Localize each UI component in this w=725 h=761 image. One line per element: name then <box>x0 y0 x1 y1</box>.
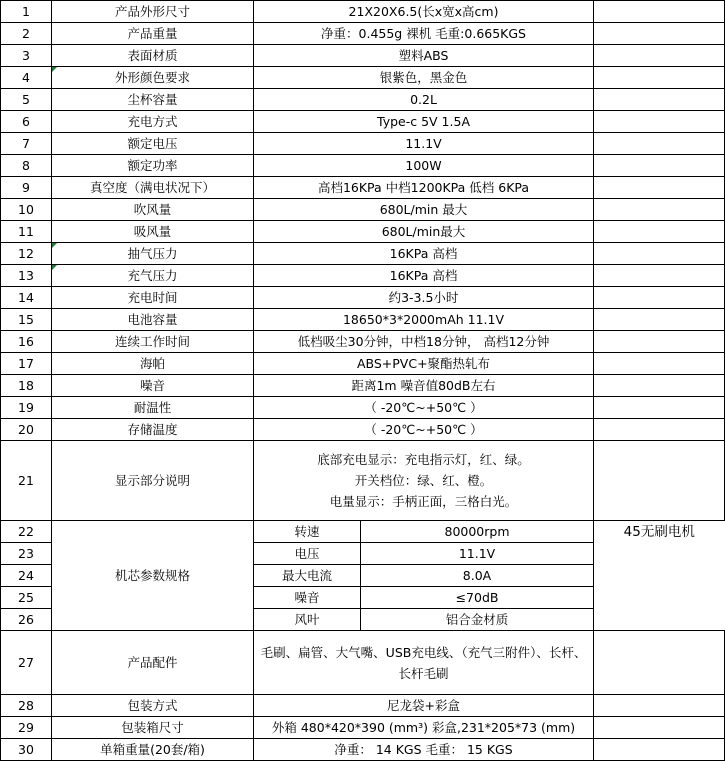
table-row <box>1 23 725 45</box>
spec-value: 0.2L <box>254 89 594 111</box>
spec-label: 包装箱尺寸 <box>52 717 254 739</box>
spec-value: 16KPa 高档 <box>254 243 594 265</box>
spec-label: 电池容量 <box>52 309 254 331</box>
blank-cell <box>594 23 725 45</box>
blank-cell <box>594 177 725 199</box>
spec-value: 塑料ABS <box>254 45 594 67</box>
spec-value: （ -20℃~+50℃ ） <box>254 397 594 419</box>
spec-label: 产品重量 <box>52 23 254 45</box>
spec-label: 外形颜色要求 <box>52 67 254 89</box>
blank-cell <box>594 397 725 419</box>
table-row <box>1 243 725 265</box>
row-number: 6 <box>1 111 52 133</box>
spec-value: 21X20X6.5(长x宽x高cm) <box>254 1 594 23</box>
spec-value: 外箱 480*420*390 (mm³) 彩盒,231*205*73 (mm) <box>254 717 594 739</box>
blank-cell <box>594 419 725 441</box>
row-number: 11 <box>1 221 52 243</box>
spec-label: 真空度（满电状况下） <box>52 177 254 199</box>
row-number: 14 <box>1 287 52 309</box>
spec-value: 高档16KPa 中档1200KPa 低档 6KPa <box>254 177 594 199</box>
row-number: 13 <box>1 265 52 287</box>
row-number: 3 <box>1 45 52 67</box>
table-row <box>1 287 725 309</box>
row-number: 19 <box>1 397 52 419</box>
table-row <box>1 67 725 89</box>
table-row <box>1 111 725 133</box>
spec-value: 11.1V <box>254 133 594 155</box>
spec-value: 尼龙袋+彩盒 <box>254 695 594 717</box>
row-number: 27 <box>1 631 52 695</box>
table-row <box>1 717 725 739</box>
table-row <box>1 739 725 761</box>
table-row <box>1 155 725 177</box>
row-number: 21 <box>1 441 52 521</box>
spec-value: 净重： 14 KGS 毛重： 15 KGS <box>254 739 594 761</box>
row-number: 17 <box>1 353 52 375</box>
blank-cell <box>594 133 725 155</box>
blank-cell <box>594 89 725 111</box>
blank-cell <box>594 609 725 631</box>
table-row <box>1 177 725 199</box>
row-number: 30 <box>1 739 52 761</box>
blank-cell <box>594 45 725 67</box>
blank-cell <box>594 331 725 353</box>
table-row <box>1 45 725 67</box>
spec-value: 18650*3*2000mAh 11.1V <box>254 309 594 331</box>
row-number: 12 <box>1 243 52 265</box>
description-line: 电量显示：手柄正面，三格白光。 <box>329 494 518 509</box>
spec-label: 充电时间 <box>52 287 254 309</box>
spec-label: 充气压力 <box>52 265 254 287</box>
blank-cell <box>594 243 725 265</box>
blank-cell <box>594 221 725 243</box>
spec-value: Type-c 5V 1.5A <box>254 111 594 133</box>
motor-param-value: ≤70dB <box>361 587 594 609</box>
spec-label: 吹风量 <box>52 199 254 221</box>
blank-cell <box>594 695 725 717</box>
description-line: 底部充电显示：充电指示灯，红、绿。 <box>317 452 530 467</box>
table-row <box>1 419 725 441</box>
spec-value: 约3-3.5小时 <box>254 287 594 309</box>
table-row <box>1 1 725 23</box>
table-row <box>1 441 725 521</box>
blank-cell <box>594 375 725 397</box>
row-number: 25 <box>1 587 52 609</box>
row-number: 8 <box>1 155 52 177</box>
spec-value: 680L/min最大 <box>254 221 594 243</box>
row-number: 15 <box>1 309 52 331</box>
spec-value: 100W <box>254 155 594 177</box>
motor-param-label: 风叶 <box>254 609 361 631</box>
table-row <box>1 309 725 331</box>
row-number: 16 <box>1 331 52 353</box>
spec-label: 包装方式 <box>52 695 254 717</box>
table-row <box>1 265 725 287</box>
accessories-value: 毛刷、扁管、大气嘴、USB充电线、（充气三附件）、长杆、长杆毛刷 <box>254 631 594 695</box>
table-row <box>1 631 725 695</box>
table-row <box>1 695 725 717</box>
table-row <box>1 89 725 111</box>
spec-label: 吸风量 <box>52 221 254 243</box>
row-number: 10 <box>1 199 52 221</box>
table-row <box>1 375 725 397</box>
row-number: 7 <box>1 133 52 155</box>
motor-note: 45无刷电机 <box>623 523 695 540</box>
motor-param-value: 80000rpm <box>361 521 594 543</box>
spec-value: 16KPa 高档 <box>254 265 594 287</box>
blank-cell <box>594 265 725 287</box>
blank-cell <box>594 353 725 375</box>
motor-param-label: 噪音 <box>254 587 361 609</box>
spec-label: 耐温性 <box>52 397 254 419</box>
spec-label: 连续工作时间 <box>52 331 254 353</box>
spec-label: 额定电压 <box>52 133 254 155</box>
blank-cell <box>594 155 725 177</box>
row-number: 9 <box>1 177 52 199</box>
table-row <box>1 353 725 375</box>
table-row <box>1 397 725 419</box>
row-number: 2 <box>1 23 52 45</box>
blank-cell <box>594 631 725 695</box>
row-number: 29 <box>1 717 52 739</box>
spec-label: 表面材质 <box>52 45 254 67</box>
table-row <box>1 221 725 243</box>
spec-value: （ -20℃~+50℃ ） <box>254 419 594 441</box>
spec-label: 海帕 <box>52 353 254 375</box>
spec-label: 显示部分说明 <box>52 441 254 521</box>
row-number: 18 <box>1 375 52 397</box>
spec-label: 额定功率 <box>52 155 254 177</box>
spec-value: 低档吸尘30分钟，中档18分钟， 高档12分钟 <box>254 331 594 353</box>
blank-cell <box>594 717 725 739</box>
spec-label: 产品外形尺寸 <box>52 1 254 23</box>
spec-label: 抽气压力 <box>52 243 254 265</box>
blank-cell <box>594 287 725 309</box>
spec-value: 净重：0.455g 裸机 毛重:0.665KGS <box>254 23 594 45</box>
row-number: 23 <box>1 543 52 565</box>
blank-cell <box>594 587 725 609</box>
spec-value: 680L/min 最大 <box>254 199 594 221</box>
blank-cell <box>594 309 725 331</box>
table-row <box>1 521 725 543</box>
row-number: 26 <box>1 609 52 631</box>
display-description <box>254 441 594 521</box>
blank-cell <box>594 199 725 221</box>
blank-cell <box>594 1 725 23</box>
row-number: 5 <box>1 89 52 111</box>
spec-label: 尘杯容量 <box>52 89 254 111</box>
blank-cell <box>594 441 725 521</box>
motor-param-value: 11.1V <box>361 543 594 565</box>
spec-label: 存储温度 <box>52 419 254 441</box>
table-row <box>1 331 725 353</box>
blank-cell <box>594 543 725 565</box>
motor-param-label: 转速 <box>254 521 361 543</box>
blank-cell <box>594 739 725 761</box>
motor-param-label: 最大电流 <box>254 565 361 587</box>
row-number: 24 <box>1 565 52 587</box>
blank-cell <box>594 67 725 89</box>
spec-label: 充电方式 <box>52 111 254 133</box>
spec-value: 距离1m 噪音值80dB左右 <box>254 375 594 397</box>
row-number: 1 <box>1 1 52 23</box>
row-number: 28 <box>1 695 52 717</box>
motor-param-value: 铝合金材质 <box>361 609 594 631</box>
spec-label: 产品配件 <box>52 631 254 695</box>
motor-param-label: 电压 <box>254 543 361 565</box>
motor-section-label: 机芯参数规格 <box>52 521 254 631</box>
motor-param-value: 8.0A <box>361 565 594 587</box>
description-line: 开关档位：绿、红、橙。 <box>354 473 493 488</box>
spec-label: 单箱重量(20套/箱) <box>52 739 254 761</box>
spec-value: ABS+PVC+聚酯热轧布 <box>254 353 594 375</box>
row-number: 20 <box>1 419 52 441</box>
row-number: 22 <box>1 521 52 543</box>
blank-cell <box>594 111 725 133</box>
spec-value: 银紫色，黑金色 <box>254 67 594 89</box>
spec-label: 噪音 <box>52 375 254 397</box>
blank-cell <box>594 565 725 587</box>
row-number: 4 <box>1 67 52 89</box>
table-row <box>1 199 725 221</box>
table-row <box>1 133 725 155</box>
